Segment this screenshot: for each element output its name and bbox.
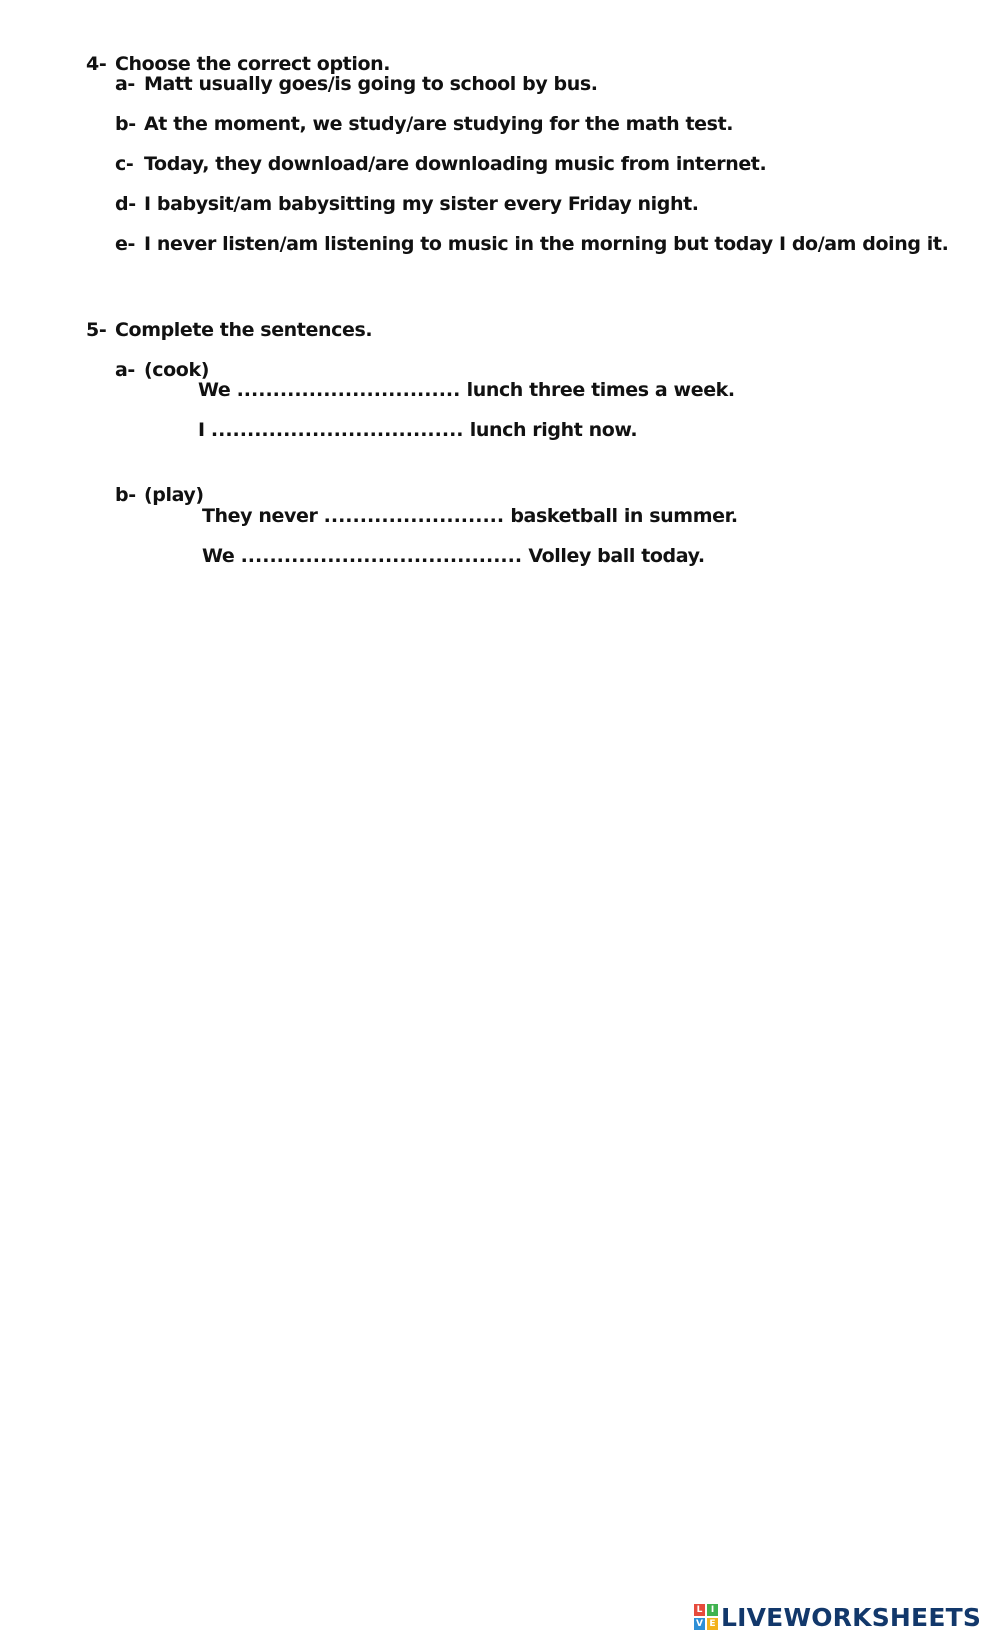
section-4-item-e xyxy=(115,233,948,255)
logo-cell-v: V xyxy=(694,1618,705,1630)
section-4-item-d xyxy=(115,193,699,215)
sentence-a1 xyxy=(198,379,735,401)
section-4-item-b xyxy=(115,113,733,135)
group-letter: a- xyxy=(115,359,135,381)
section-4-heading xyxy=(86,53,390,75)
section-4-title: Choose the correct option. xyxy=(115,53,391,75)
sentence-start: They never xyxy=(202,505,318,527)
logo-cell-e: E xyxy=(707,1618,718,1630)
sentence-b2 xyxy=(202,545,705,567)
sentence-b1 xyxy=(202,505,738,527)
item-letter: a- xyxy=(115,73,135,95)
logo-text: LIVEWORKSHEETS xyxy=(721,1602,982,1632)
answer-blank[interactable]: ....................................... xyxy=(240,545,523,567)
sentence-start: We xyxy=(198,379,231,401)
section-5-number: 5- xyxy=(86,319,107,341)
section-5-heading xyxy=(86,319,372,341)
section-5-group-b xyxy=(115,484,204,506)
liveworksheets-logo xyxy=(694,1602,981,1632)
sentence-end: lunch three times a week. xyxy=(466,379,735,401)
group-verb: (cook) xyxy=(144,359,209,381)
answer-blank[interactable]: ................................... xyxy=(210,419,464,441)
item-text: I babysit/am babysitting my sister every Friday night. xyxy=(144,193,699,215)
item-text: At the moment, we study/are studying for the math test. xyxy=(144,113,734,135)
sentence-a2 xyxy=(198,419,637,441)
sentence-end: basketball in summer. xyxy=(510,505,738,527)
item-text: I never listen/am listening to music in the morning but today I do/am doing it. xyxy=(144,233,949,255)
section-5-group-a xyxy=(115,359,209,381)
section-4-item-c xyxy=(115,153,766,175)
sentence-start: We xyxy=(202,545,235,567)
answer-blank[interactable]: ............................... xyxy=(236,379,461,401)
sentence-end: Volley ball today. xyxy=(528,545,705,567)
logo-icon xyxy=(694,1604,718,1630)
logo-cell-l: L xyxy=(694,1604,705,1616)
sentence-end: lunch right now. xyxy=(469,419,638,441)
group-letter: b- xyxy=(115,484,136,506)
section-4-number: 4- xyxy=(86,53,107,75)
section-4-item-a xyxy=(115,73,598,95)
item-letter: d- xyxy=(115,193,136,215)
item-text: Today, they download/are downloading music from internet. xyxy=(144,153,767,175)
answer-blank[interactable]: ......................... xyxy=(323,505,505,527)
item-text: Matt usually goes/is going to school by bus. xyxy=(144,73,598,95)
item-letter: c- xyxy=(115,153,134,175)
section-5-title: Complete the sentences. xyxy=(115,319,373,341)
item-letter: e- xyxy=(115,233,135,255)
logo-cell-i: I xyxy=(707,1604,718,1616)
group-verb: (play) xyxy=(144,484,204,506)
item-letter: b- xyxy=(115,113,136,135)
sentence-start: I xyxy=(198,419,205,441)
